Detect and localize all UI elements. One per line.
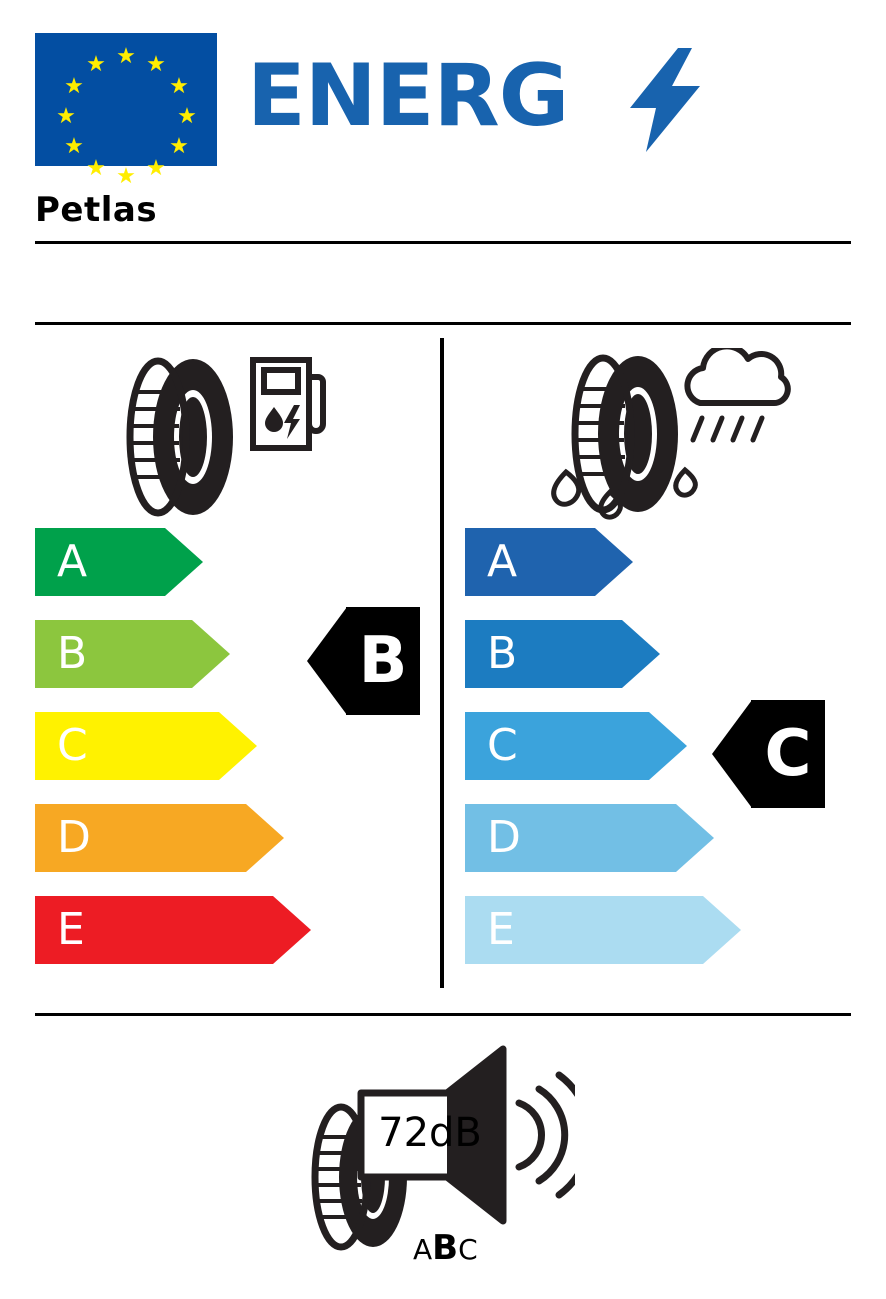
grade-letter: C: [487, 720, 518, 771]
flag-star: ★: [146, 52, 166, 77]
grade-letter: C: [57, 720, 88, 771]
fuel-grade-C: [35, 712, 257, 780]
flag-star: ★: [116, 44, 136, 69]
fuel-pump-icon: [250, 355, 328, 455]
european-union-flag: [35, 33, 217, 189]
fuel-grade-D: [35, 804, 284, 872]
divider-second: [35, 322, 851, 325]
flag-star: ★: [146, 156, 166, 181]
divider-vertical: [440, 338, 444, 988]
wet-grip-result-letter: C: [764, 717, 812, 791]
flag-star: ★: [56, 104, 76, 129]
grade-letter: B: [57, 628, 88, 679]
tyre-icon: [118, 352, 248, 522]
wet-grip-grade-C: [465, 712, 687, 780]
noise-class-a: A: [413, 1233, 433, 1266]
energy-wordmark: ENERG: [247, 46, 569, 146]
flag-star: ★: [177, 104, 197, 129]
flag-star: ★: [169, 134, 189, 159]
fuel-result-marker: [307, 607, 420, 715]
flag-star: ★: [116, 164, 136, 189]
wet-grip-result-marker: [712, 700, 825, 808]
grade-letter: D: [487, 812, 521, 863]
fuel-grade-B: [35, 620, 230, 688]
grade-letter: A: [487, 536, 518, 587]
grade-letter: D: [57, 812, 91, 863]
wet-grip-grade-D: [465, 804, 714, 872]
noise-class-group: [413, 1228, 478, 1268]
noise-value: 72dB: [378, 1110, 482, 1156]
lightning-bolt-icon: [630, 48, 700, 152]
wet-grip-grade-A: [465, 528, 633, 596]
wet-grip-grade-B: [465, 620, 660, 688]
grade-letter: E: [57, 904, 85, 955]
flag-star: ★: [64, 134, 84, 159]
grade-letter: A: [57, 536, 88, 587]
fuel-result-letter: B: [358, 624, 408, 698]
noise-class-b: B: [432, 1228, 459, 1268]
noise-class-c: C: [458, 1233, 478, 1266]
grade-letter: E: [487, 904, 515, 955]
brand-name: Petlas: [35, 190, 158, 230]
flag-star: ★: [169, 74, 189, 99]
flag-star: ★: [86, 156, 106, 181]
flag-star: ★: [86, 52, 106, 77]
rain-cloud-icon: [676, 348, 791, 453]
wet-grip-grade-E: [465, 896, 741, 964]
fuel-grade-A: [35, 528, 203, 596]
divider-bottom: [35, 1013, 851, 1016]
fuel-grade-E: [35, 896, 311, 964]
flag-star: ★: [64, 74, 84, 99]
divider-top: [35, 241, 851, 244]
grade-letter: B: [487, 628, 518, 679]
